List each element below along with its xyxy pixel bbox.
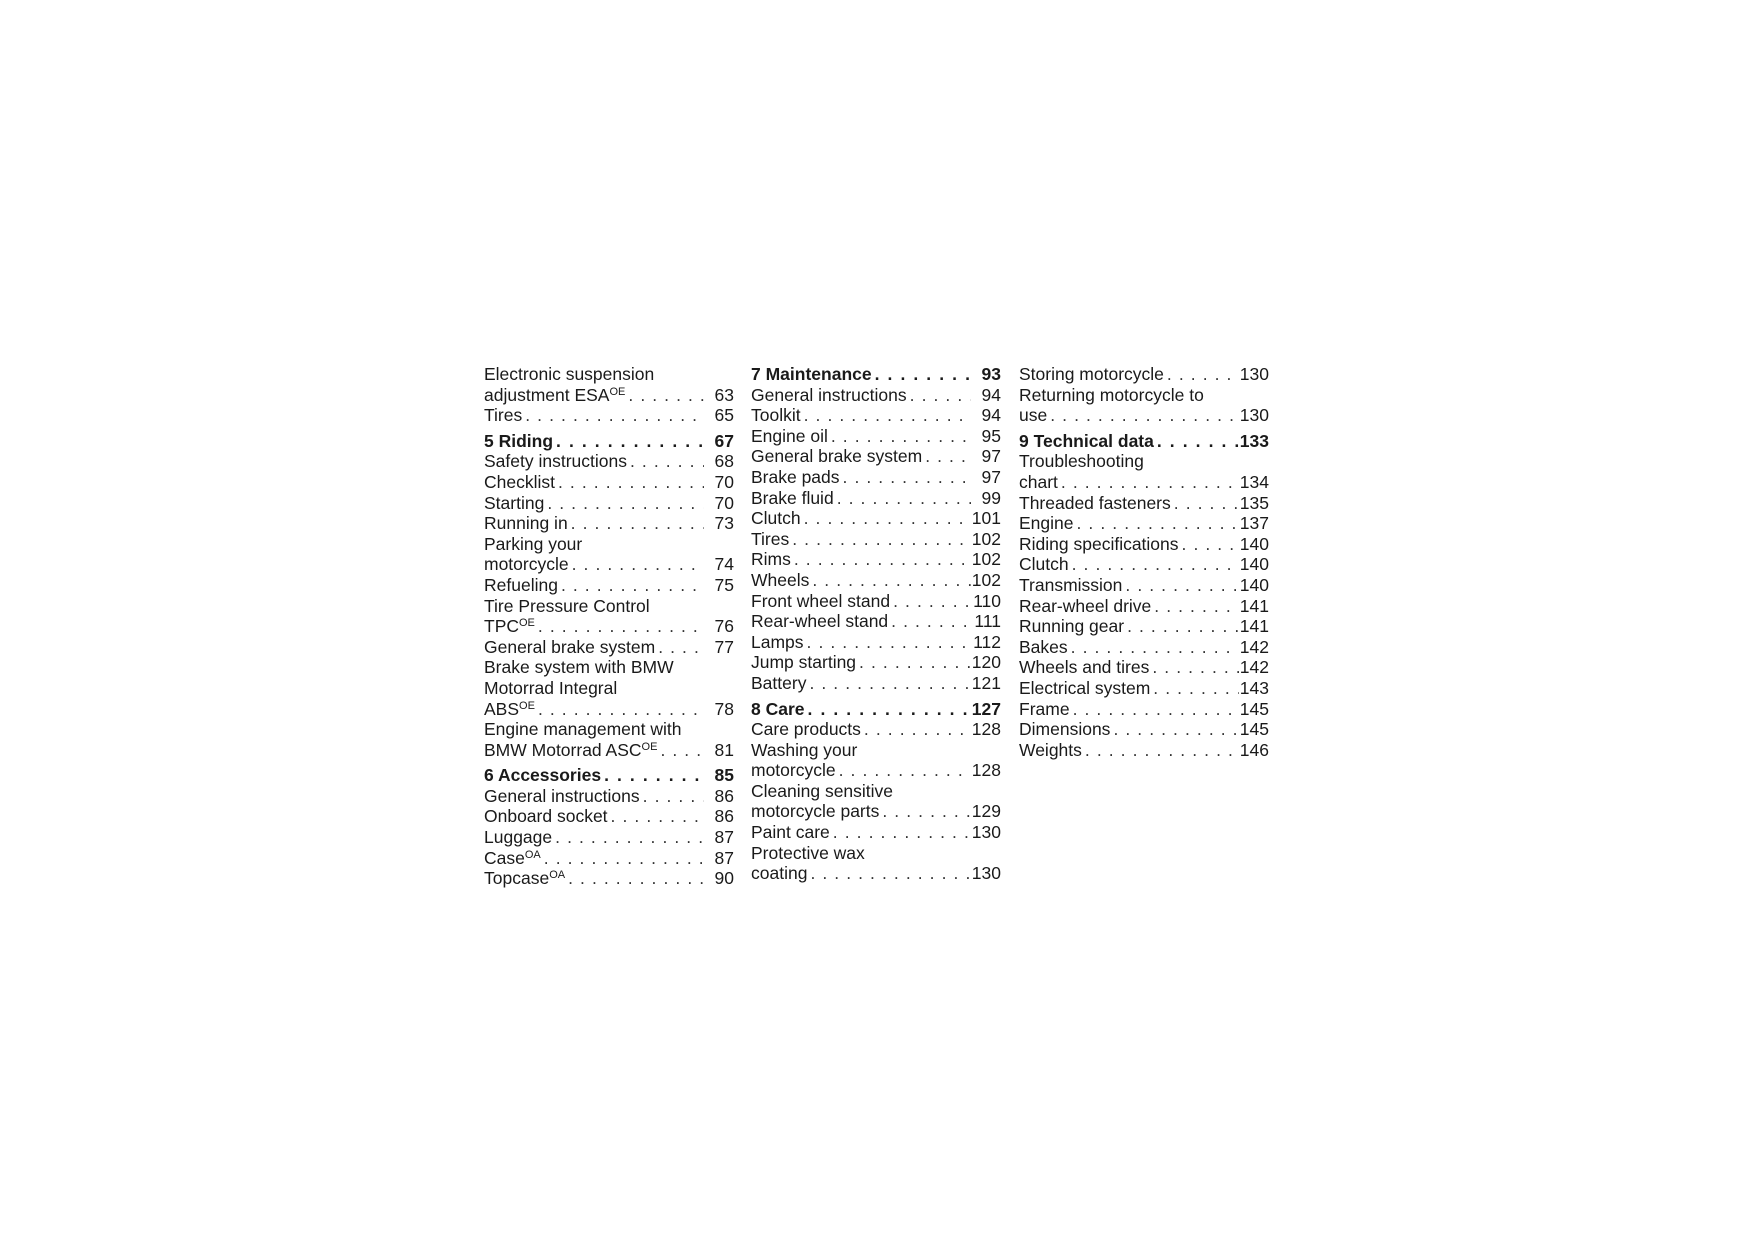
toc-entry-refueling[interactable] <box>484 575 734 596</box>
page-number: 135 <box>1239 492 1269 513</box>
leader-dots <box>568 513 704 534</box>
leader-dots <box>806 673 971 694</box>
toc-entry-brake-pads[interactable] <box>751 467 1001 488</box>
toc-entry-running-gear[interactable] <box>1019 616 1269 637</box>
toc-entry-title: Returning motorcycle to <box>1019 384 1204 405</box>
toc-entry-title: Parking your <box>484 533 583 554</box>
chapter-title: 7 Maintenance <box>751 364 872 384</box>
page-number: 77 <box>714 636 734 657</box>
toc-entry-title: Brake system with BMW <box>484 657 674 678</box>
toc-entry-title: Motorrad Integral <box>484 677 618 698</box>
toc-entry-title: Running gear <box>1019 616 1125 637</box>
toc-entry-esa[interactable] <box>484 364 734 405</box>
toc-entry-paint-care[interactable] <box>751 822 1001 843</box>
page-number: 130 <box>1239 405 1269 426</box>
toc-entry-lamps[interactable] <box>751 632 1001 653</box>
toc-entry-clutch[interactable] <box>751 508 1001 529</box>
leader-dots <box>657 740 704 761</box>
leader-dots <box>535 616 704 637</box>
page-number: 146 <box>1239 739 1269 760</box>
leader-dots <box>809 570 971 591</box>
page-number: 137 <box>1239 513 1269 534</box>
leader-dots <box>791 549 971 570</box>
toc-entry-title: Battery <box>751 672 807 693</box>
leader-dots <box>1179 534 1239 555</box>
toc-entry-title: Care products <box>751 719 861 740</box>
leader-dots <box>856 652 971 673</box>
toc-entry-title: Wheels and tires <box>1019 657 1150 678</box>
page-number: 67 <box>714 430 734 451</box>
leader-dots <box>1058 472 1239 493</box>
chapter-title: 6 Accessories <box>484 765 602 786</box>
page-number: 112 <box>973 631 1001 652</box>
toc-column-1 <box>484 364 734 889</box>
toc-entry-brake-fluid[interactable] <box>751 488 1001 509</box>
toc-entry-title: Protective wax <box>751 842 865 863</box>
toc-entry-title: Tire Pressure Control <box>484 595 650 616</box>
page-number: 63 <box>714 384 734 405</box>
leader-dots <box>1171 493 1239 514</box>
toc-entry-title: Brake pads <box>751 466 840 487</box>
toc-entry-title: Front wheel stand <box>751 590 891 611</box>
toc-entry-title: Threaded fasteners <box>1019 492 1171 513</box>
page-number: 140 <box>1239 533 1269 554</box>
page-number: 141 <box>1239 616 1269 637</box>
toc-entry-wheels[interactable] <box>751 570 1001 591</box>
toc-entry-tires[interactable] <box>484 405 734 426</box>
toc-entry-frame[interactable] <box>1019 699 1269 720</box>
leader-dots <box>834 488 971 509</box>
toc-entry-title: BMW Motorrad ASC <box>484 739 642 760</box>
page-number: 101 <box>971 508 1001 529</box>
toc-entry-title: Washing your <box>751 739 858 760</box>
leader-dots <box>879 801 971 822</box>
page-number: 97 <box>981 466 1001 487</box>
toc-entry-title: motorcycle <box>751 760 836 781</box>
toc-entry-safety-instructions[interactable] <box>484 451 734 472</box>
page-number: 128 <box>971 760 1001 781</box>
toc-entry-bakes[interactable] <box>1019 637 1269 658</box>
toc-entry-parking[interactable] <box>484 534 734 575</box>
toc-entry-title: Bakes <box>1019 636 1068 657</box>
page-number: 102 <box>971 549 1001 570</box>
toc-entry-title: motorcycle parts <box>751 801 880 822</box>
toc-entry-onboard-socket[interactable] <box>484 806 734 827</box>
toc-chapter-accessories[interactable] <box>484 765 734 786</box>
toc-entry-abs[interactable] <box>484 657 734 719</box>
page-number: 127 <box>971 698 1001 719</box>
toc-entry-troubleshooting[interactable] <box>1019 451 1269 492</box>
page-number: 110 <box>973 590 1001 611</box>
toc-entry-title: Electronic suspension <box>484 364 655 384</box>
page-number: 102 <box>971 569 1001 590</box>
toc-entry-storing[interactable] <box>1019 364 1269 385</box>
leader-dots <box>565 868 704 889</box>
leader-dots <box>922 446 971 467</box>
leader-dots <box>890 591 971 612</box>
toc-entry-title: TPC <box>484 616 519 637</box>
leader-dots <box>541 848 704 869</box>
toc-entry-checklist[interactable] <box>484 472 734 493</box>
leader-dots <box>1069 554 1239 575</box>
superscript-mark: OA <box>549 869 566 882</box>
toc-entry-asc[interactable] <box>484 719 734 760</box>
page-number: 133 <box>1239 430 1269 451</box>
page-number: 102 <box>971 528 1001 549</box>
toc-entry-case[interactable] <box>484 848 734 869</box>
toc-entry-dimensions[interactable] <box>1019 719 1269 740</box>
page-number: 130 <box>971 863 1001 884</box>
leader-dots <box>627 451 704 472</box>
leader-dots <box>828 426 971 447</box>
page-number: 87 <box>714 847 734 868</box>
toc-entry-title: General instructions <box>751 384 907 405</box>
toc-entry-title: motorcycle <box>484 554 569 575</box>
toc-entry-title: Electrical system <box>1019 677 1151 698</box>
page-number: 70 <box>714 471 734 492</box>
toc-entry-luggage[interactable] <box>484 827 734 848</box>
toc-entry-wheels-and-tires[interactable] <box>1019 657 1269 678</box>
toc-entry-title: Rear-wheel stand <box>751 611 889 632</box>
toc-entry-rear-wheel-stand[interactable] <box>751 611 1001 632</box>
toc-chapter-technical-data[interactable] <box>1019 431 1269 452</box>
leader-dots <box>1124 616 1239 637</box>
toc-entry-tires[interactable] <box>751 529 1001 550</box>
toc-entry-title: Troubleshooting <box>1019 451 1144 472</box>
toc-chapter-care[interactable] <box>751 699 1001 720</box>
chapter-title: 5 Riding <box>484 430 554 451</box>
leader-dots <box>555 472 704 493</box>
toc-entry-transmission[interactable] <box>1019 575 1269 596</box>
toc-chapter-maintenance[interactable] <box>751 364 1001 385</box>
leader-dots <box>1074 513 1240 534</box>
leader-dots <box>805 699 971 720</box>
toc-entry-general-instructions[interactable] <box>751 385 1001 406</box>
toc-column-2 <box>751 364 1001 884</box>
toc-entry-title: General brake system <box>751 446 923 467</box>
page-number: 142 <box>1239 636 1269 657</box>
toc-entry-title: Case <box>484 847 525 868</box>
toc-entry-title: General brake system <box>484 636 656 657</box>
toc-entry-title: Topcase <box>484 868 550 889</box>
toc-entry-battery[interactable] <box>751 673 1001 694</box>
leader-dots <box>558 575 704 596</box>
toc-entry-title: Storing motorcycle <box>1019 364 1164 384</box>
page-number: 87 <box>714 827 734 848</box>
leader-dots <box>553 431 704 452</box>
leader-dots <box>1149 657 1239 678</box>
toc-entry-rear-wheel-drive[interactable] <box>1019 596 1269 617</box>
page-number: 90 <box>714 868 734 889</box>
toc-entry-threaded-fasteners[interactable] <box>1019 493 1269 514</box>
superscript-mark: OE <box>519 617 535 630</box>
page-number: 97 <box>981 446 1001 467</box>
toc-entry-title: Luggage <box>484 827 553 848</box>
chapter-title: 9 Technical data <box>1019 430 1154 451</box>
toc-entry-starting[interactable] <box>484 493 734 514</box>
leader-dots <box>608 806 704 827</box>
toc-entry-title: Refueling <box>484 574 558 595</box>
page-number: 73 <box>714 513 734 534</box>
leader-dots <box>789 529 971 550</box>
toc-entry-engine[interactable] <box>1019 513 1269 534</box>
toc-entry-title: Tires <box>484 405 523 426</box>
leader-dots <box>640 786 704 807</box>
toc-entry-title: Toolkit <box>751 405 801 426</box>
leader-dots <box>804 632 971 653</box>
superscript-mark: OE <box>519 699 535 712</box>
toc-entry-tpc[interactable] <box>484 596 734 637</box>
toc-entry-title: Lamps <box>751 631 804 652</box>
toc-entry-title: General instructions <box>484 785 640 806</box>
leader-dots <box>1068 637 1239 658</box>
leader-dots <box>1151 596 1239 617</box>
page-number: 121 <box>971 672 1001 693</box>
page-number: 128 <box>971 719 1001 740</box>
leader-dots <box>1070 699 1239 720</box>
leader-dots <box>801 405 971 426</box>
toc-entry-toolkit[interactable] <box>751 405 1001 426</box>
toc-entry-care-products[interactable] <box>751 719 1001 740</box>
toc-entry-electrical-system[interactable] <box>1019 678 1269 699</box>
toc-entry-title: Paint care <box>751 822 830 843</box>
toc-entry-title: Engine oil <box>751 425 828 446</box>
page-number: 130 <box>1239 364 1269 384</box>
page-number: 75 <box>714 574 734 595</box>
leader-dots <box>801 508 971 529</box>
page-number: 93 <box>981 364 1001 384</box>
toc-entry-title: Wheels <box>751 569 810 590</box>
toc-entry-running-in[interactable] <box>484 513 734 534</box>
toc-entry-title: Cleaning sensitive <box>751 780 894 801</box>
toc-entry-protective-wax[interactable] <box>751 843 1001 884</box>
toc-entry-title: coating <box>751 863 808 884</box>
leader-dots <box>569 554 704 575</box>
leader-dots <box>552 827 704 848</box>
page-number: 95 <box>981 425 1001 446</box>
leader-dots <box>907 385 971 406</box>
toc-entry-title: Jump starting <box>751 652 857 673</box>
toc-column-3 <box>1019 364 1269 760</box>
leader-dots <box>522 405 704 426</box>
page-number: 65 <box>714 405 734 426</box>
toc-entry-riding-specifications[interactable] <box>1019 534 1269 555</box>
superscript-mark: OA <box>524 848 541 861</box>
toc-entry-cleaning-sensitive[interactable] <box>751 781 1001 822</box>
toc-entry-jump-starting[interactable] <box>751 652 1001 673</box>
leader-dots <box>655 637 704 658</box>
toc-chapter-riding[interactable] <box>484 431 734 452</box>
leader-dots <box>861 719 971 740</box>
leader-dots <box>1082 740 1239 761</box>
toc-entry-title: Clutch <box>1019 554 1069 575</box>
leader-dots <box>1110 719 1239 740</box>
page-number: 99 <box>981 487 1001 508</box>
page-number: 76 <box>714 616 734 637</box>
toc-entry-title: Rear-wheel drive <box>1019 595 1152 616</box>
toc-entry-clutch[interactable] <box>1019 554 1269 575</box>
toc-entry-general-instructions[interactable] <box>484 786 734 807</box>
leader-dots <box>807 863 971 884</box>
page-number: 86 <box>714 806 734 827</box>
leader-dots <box>1047 405 1239 426</box>
toc-entry-title: Transmission <box>1019 574 1123 595</box>
page-number: 120 <box>971 652 1001 673</box>
toc-entry-title: Dimensions <box>1019 719 1111 740</box>
page-number: 129 <box>971 801 1001 822</box>
page-number: 130 <box>971 822 1001 843</box>
toc-entry-weights[interactable] <box>1019 740 1269 761</box>
page-number: 94 <box>981 384 1001 405</box>
page-number: 140 <box>1239 554 1269 575</box>
toc-entry-title: Starting <box>484 492 545 513</box>
page-number: 86 <box>714 785 734 806</box>
chapter-title: 8 Care <box>751 698 805 719</box>
toc-entry-title: Running in <box>484 513 568 534</box>
leader-dots <box>601 765 704 786</box>
toc-entry-title: Onboard socket <box>484 806 608 827</box>
page-number: 145 <box>1239 719 1269 740</box>
toc-entry-topcase[interactable] <box>484 868 734 889</box>
leader-dots <box>544 493 704 514</box>
toc-entry-title: adjustment ESA <box>484 384 610 405</box>
page-number: 85 <box>714 765 734 786</box>
toc-entry-title: Checklist <box>484 471 555 492</box>
page-number: 142 <box>1239 657 1269 678</box>
toc-entry-general-brake-system[interactable] <box>751 446 1001 467</box>
toc-entry-title: Tires <box>751 528 790 549</box>
toc-entry-returning[interactable] <box>1019 385 1269 426</box>
leader-dots <box>888 611 971 632</box>
toc-entry-front-wheel-stand[interactable] <box>751 591 1001 612</box>
toc-entry-title: Riding specifications <box>1019 533 1179 554</box>
toc-entry-title: Rims <box>751 549 791 570</box>
superscript-mark: OE <box>641 740 658 753</box>
toc-entry-title: Frame <box>1019 698 1070 719</box>
toc-entry-title: chart <box>1019 471 1058 492</box>
toc-entry-title: Brake fluid <box>751 487 834 508</box>
leader-dots <box>1122 575 1239 596</box>
toc-entry-general-brake-system[interactable] <box>484 637 734 658</box>
page-number: 145 <box>1239 698 1269 719</box>
page-number: 111 <box>974 611 1001 632</box>
page-number: 78 <box>714 698 734 719</box>
page-number: 81 <box>714 739 734 760</box>
page-number: 74 <box>714 554 734 575</box>
page-number: 134 <box>1239 471 1269 492</box>
toc-entry-title: Safety instructions <box>484 451 627 472</box>
leader-dots <box>625 385 704 406</box>
toc-entry-rims[interactable] <box>751 549 1001 570</box>
leader-dots <box>1164 364 1239 385</box>
toc-entry-engine-oil[interactable] <box>751 426 1001 447</box>
page-number: 140 <box>1239 574 1269 595</box>
toc-entry-title: use <box>1019 405 1048 426</box>
toc-entry-title: Clutch <box>751 508 801 529</box>
page-number: 94 <box>981 405 1001 426</box>
page-number: 141 <box>1239 595 1269 616</box>
page-number: 70 <box>714 492 734 513</box>
leader-dots <box>535 699 704 720</box>
toc-entry-title: Weights <box>1019 739 1082 760</box>
superscript-mark: OE <box>609 385 626 398</box>
leader-dots <box>830 822 971 843</box>
toc-entry-washing[interactable] <box>751 740 1001 781</box>
leader-dots <box>836 760 971 781</box>
leader-dots <box>872 364 971 385</box>
toc-entry-title: ABS <box>484 698 520 719</box>
toc-entry-title: Engine management with <box>484 719 682 740</box>
leader-dots <box>1154 431 1239 452</box>
toc-entry-title: Engine <box>1019 513 1074 534</box>
leader-dots <box>1150 678 1239 699</box>
leader-dots <box>840 467 971 488</box>
page-number: 143 <box>1239 677 1269 698</box>
page-number: 68 <box>714 451 734 472</box>
